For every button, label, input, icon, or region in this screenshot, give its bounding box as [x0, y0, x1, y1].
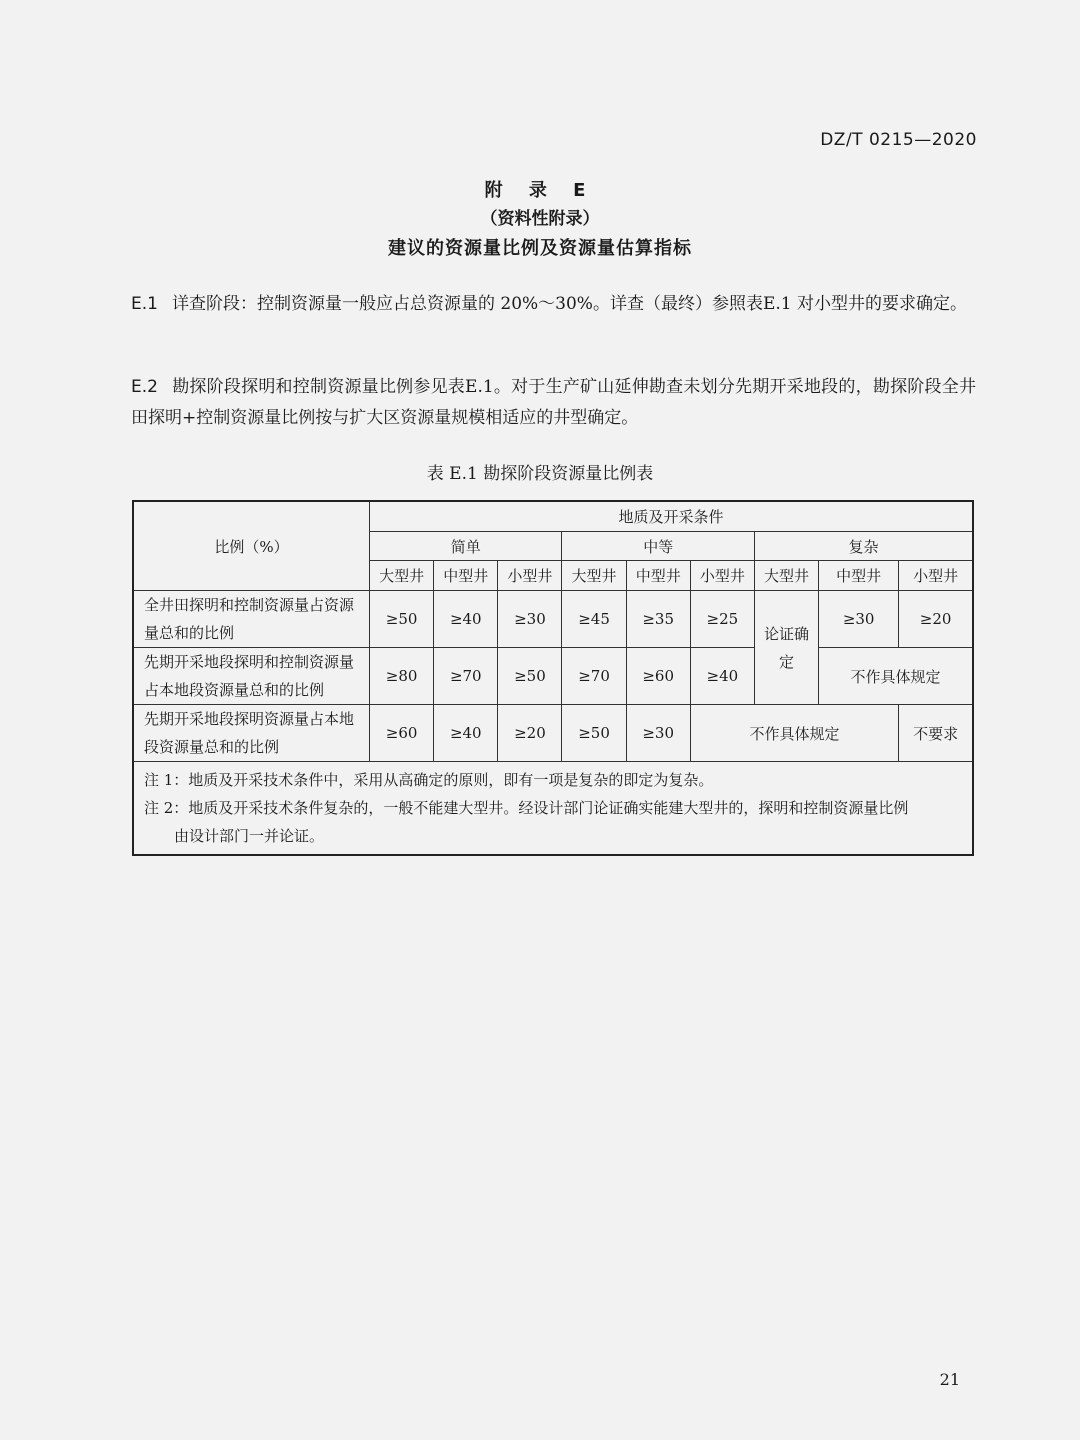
group-header: 地质及开采条件 — [370, 501, 973, 532]
note-1: 注 1：地质及开采技术条件中，采用从高确定的原则，即有一项是复杂的即定为复杂。 — [144, 771, 714, 789]
table-cell: ≥70 — [562, 648, 626, 705]
row-label: 先期开采地段探明和控制资源量占本地段资源量总和的比例 — [133, 648, 370, 705]
row-label: 先期开采地段探明资源量占本地段资源量总和的比例 — [133, 705, 370, 762]
mine-type-header: 中型井 — [626, 561, 690, 591]
table-cell: ≥50 — [498, 648, 562, 705]
mine-type-header: 小型井 — [899, 561, 973, 591]
note-2: 注 2：地质及开采技术条件复杂的，一般不能建大型井。经设计部门论证确实能建大型井的，探明和控制资源量比例 — [144, 799, 909, 817]
corner-label: 比例（%） — [133, 501, 370, 591]
table-row — [133, 591, 973, 648]
note-2-continued: 由设计部门一并论证。 — [174, 827, 325, 845]
mine-type-header: 小型井 — [690, 561, 754, 591]
table-cell: 不要求 — [899, 705, 973, 762]
section-e2 — [131, 372, 976, 434]
appendix-type: （资料性附录） — [480, 209, 600, 229]
table-row — [133, 705, 973, 762]
table-cell: ≥60 — [370, 705, 434, 762]
table-cell: ≥60 — [626, 648, 690, 705]
merged-cell-complex-large: 论证确定 — [754, 591, 818, 705]
condition-complex: 复杂 — [754, 532, 973, 561]
resource-ratio-table — [132, 500, 974, 856]
table-cell: ≥45 — [562, 591, 626, 648]
table-header-row — [133, 501, 973, 532]
page-number: 21 — [939, 1370, 960, 1389]
table-cell: ≥40 — [434, 705, 498, 762]
table-cell: ≥30 — [819, 591, 899, 648]
section-e1 — [131, 289, 976, 320]
condition-simple: 简单 — [370, 532, 562, 561]
appendix-heading — [0, 176, 1080, 264]
table-cell: ≥70 — [434, 648, 498, 705]
row-label: 全井田探明和控制资源量占资源量总和的比例 — [133, 591, 370, 648]
table-cell: ≥40 — [434, 591, 498, 648]
table-cell: ≥40 — [690, 648, 754, 705]
table-cell: ≥25 — [690, 591, 754, 648]
appendix-title: 附 录 E — [484, 180, 596, 201]
standard-code: DZ/T 0215—2020 — [820, 130, 977, 150]
appendix-subtitle: 建议的资源量比例及资源量估算指标 — [388, 238, 692, 259]
table-cell: ≥50 — [370, 591, 434, 648]
mine-type-header: 大型井 — [754, 561, 818, 591]
table-cell: ≥50 — [562, 705, 626, 762]
mine-type-header: 中型井 — [819, 561, 899, 591]
section-number: E.1 — [131, 294, 158, 314]
table-caption: 表 E.1 勘探阶段资源量比例表 — [426, 464, 654, 484]
table-cell: ≥30 — [498, 591, 562, 648]
table-cell: ≥80 — [370, 648, 434, 705]
mine-type-header: 小型井 — [498, 561, 562, 591]
mine-type-header: 大型井 — [562, 561, 626, 591]
table-row — [133, 648, 973, 705]
notes-row — [133, 762, 973, 856]
table-cell: ≥35 — [626, 591, 690, 648]
table-cell: ≥20 — [498, 705, 562, 762]
section-number: E.2 — [131, 377, 158, 397]
table-cell: ≥20 — [899, 591, 973, 648]
condition-medium: 中等 — [562, 532, 754, 561]
mine-type-header: 大型井 — [370, 561, 434, 591]
section-text: 勘探阶段探明和控制资源量比例参见表E.1。对于生产矿山延伸勘查未划分先期开采地段的，勘探阶段全井田探明+控制资源量比例按与扩大区资源量规模相适应的井型确定。 — [131, 377, 976, 428]
merged-cell: 不作具体规定 — [819, 648, 973, 705]
section-text: 详查阶段：控制资源量一般应占总资源量的 20%～30%。详查（最终）参照表E.1 对小型井的要求确定。 — [171, 294, 967, 314]
mine-type-header: 中型井 — [434, 561, 498, 591]
table-cell: ≥30 — [626, 705, 690, 762]
table-notes — [133, 762, 973, 856]
merged-cell: 不作具体规定 — [690, 705, 898, 762]
